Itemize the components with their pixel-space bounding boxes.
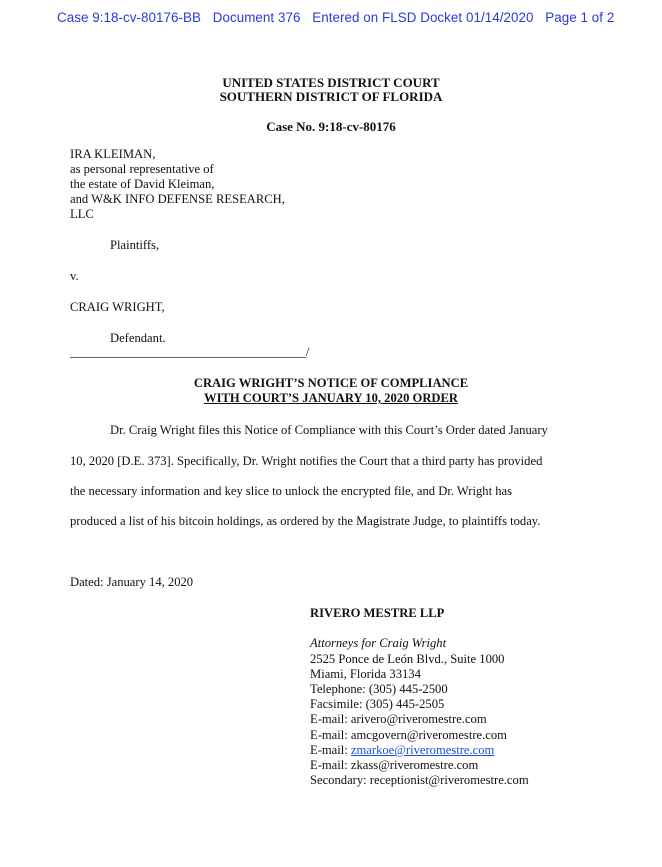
notice-subtitle: WITH COURT’S JANUARY 10, 2020 ORDER	[203, 391, 459, 405]
caption-line: LLC	[70, 207, 94, 221]
body-line: the necessary information and key slice to unlock the encrypted file, and Dr. Wright has	[70, 484, 513, 498]
plaintiffs-label: Plaintiffs,	[110, 238, 160, 252]
caption-line: as personal representative of	[70, 162, 214, 176]
caption-line: IRA KLEIMAN,	[70, 147, 156, 161]
email-line	[310, 728, 507, 744]
email-address: arivero@riveromestre.com	[350, 712, 487, 726]
docket-stamp	[57, 10, 622, 25]
body-line: 10, 2020 [D.E. 373]. Specifically, Dr. Wright notifies the Court that a third party has provided	[70, 454, 543, 468]
court-district: SOUTHERN DISTRICT OF FLORIDA	[219, 89, 443, 104]
defendant-label: Defendant.	[110, 331, 166, 345]
court-name: UNITED STATES DISTRICT COURT	[222, 75, 440, 90]
email-address: amcgovern@riveromestre.com	[350, 728, 507, 742]
email-label: E-mail:	[310, 743, 351, 757]
versus: v.	[70, 269, 79, 283]
telephone: Telephone: (305) 445-2500	[310, 682, 448, 696]
email-link[interactable]: zmarkoe@riveromestre.com	[350, 743, 495, 757]
defendant-name: CRAIG WRIGHT,	[70, 300, 165, 314]
address-line: 2525 Ponce de León Blvd., Suite 1000	[310, 652, 505, 666]
email-label: E-mail:	[310, 728, 351, 742]
email-line	[310, 743, 494, 759]
attorneys-for: Attorneys for Craig Wright	[310, 636, 447, 650]
email-label: E-mail:	[310, 712, 351, 726]
caption-line: the estate of David Kleiman,	[70, 177, 215, 191]
stamp-case: Case 9:18-cv-80176-BB	[57, 10, 201, 25]
email-line	[310, 758, 478, 774]
stamp-document: Document 376	[212, 10, 301, 25]
firm-name: RIVERO MESTRE LLP	[310, 606, 445, 620]
email-line	[310, 712, 487, 728]
caption-rule: ________________________________________/	[70, 345, 309, 359]
notice-title: CRAIG WRIGHT’S NOTICE OF COMPLIANCE	[193, 376, 469, 390]
stamp-page: Page 1 of 2	[545, 10, 615, 25]
secondary-email: Secondary: receptionist@riveromestre.com	[310, 773, 529, 787]
dated-line: Dated: January 14, 2020	[70, 575, 194, 589]
body-line: produced a list of his bitcoin holdings, as ordered by the Magistrate Judge, to plaintiffs today.	[70, 514, 541, 528]
caption-line: and W&K INFO DEFENSE RESEARCH,	[70, 192, 285, 206]
email-address: zkass@riveromestre.com	[350, 758, 479, 772]
email-label: E-mail:	[310, 758, 351, 772]
facsimile: Facsimile: (305) 445-2505	[310, 697, 445, 711]
stamp-entered: Entered on FLSD Docket 01/14/2020	[312, 10, 534, 25]
case-number: Case No. 9:18-cv-80176	[266, 119, 396, 134]
body-line: Dr. Craig Wright files this Notice of Compliance with this Court’s Order dated January	[110, 423, 548, 437]
address-line: Miami, Florida 33134	[310, 667, 421, 681]
